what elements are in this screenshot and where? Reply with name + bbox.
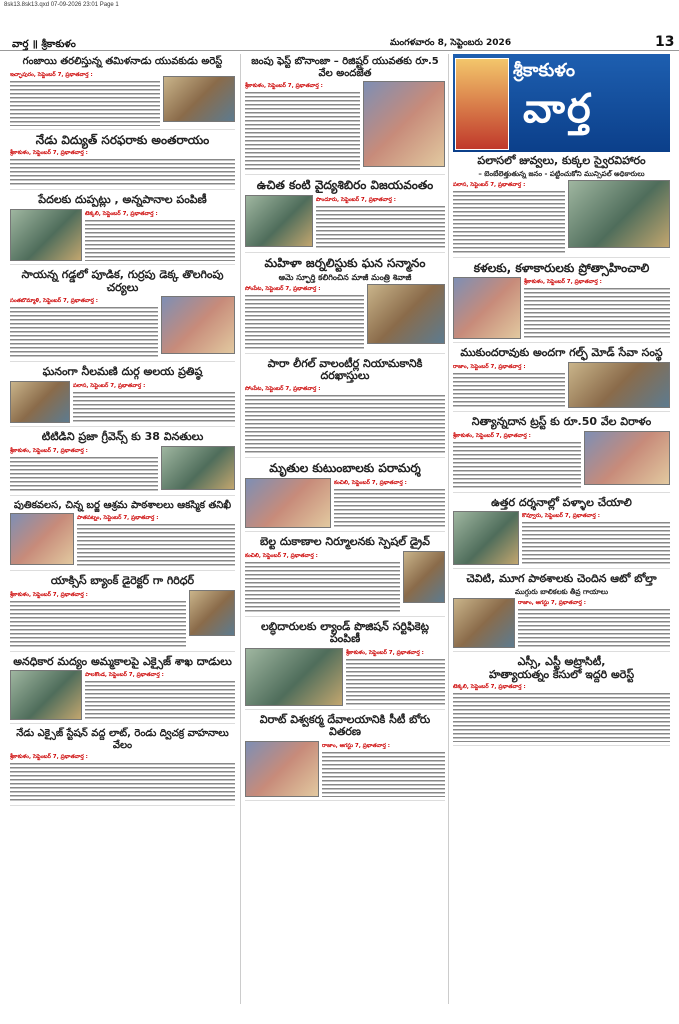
article [10,500,235,572]
article-title: టిటిడిని ప్రజా గ్రీవెన్స్ కు 38 వినతులు [41,429,204,443]
article [453,416,670,493]
article-photo [453,598,515,648]
article-title: బెల్ట దుకాణాల నిర్మూలనకు స్పెషల్ డ్రైవ్ [259,534,431,548]
article [453,347,670,412]
article-photo [245,648,343,706]
dateline: పాలకొండ, సెప్టెంబర్ 7, ప్రభాతవార్త : [85,672,164,679]
article-photo [245,478,331,528]
dateline: శ్రీకాకుళం, సెప్టెంబర్ 7, ప్రభాతవార్త : [346,649,424,656]
article-photo [161,446,235,490]
article-photo [245,195,313,247]
article-photo [10,670,82,720]
article-title: నేడు ఎక్సైజ్ స్టేషన్ వద్ద లాట్, రెండు ద్విచక్ర వాహనాలు వేలం [16,728,229,751]
dateline: సోంపేట, సెప్టెంబర్ 7, ప్రభాతవార్త : [245,386,321,393]
dateline: కంచిలి, సెప్టెంబర్ 7, ప్రభాతవార్త : [334,479,407,486]
article-photo [584,431,670,485]
article-title: మహిళా జర్నలిస్టుకు ఘన సన్మానం [264,255,426,270]
article-photo [367,284,445,344]
article [10,194,235,265]
article-title: యాక్సిస్ బ్యాంక్ డైరెక్టర్ గా గిరిధర్ [50,574,195,587]
article-title: పుతికవలస, చిన్న బర్జ ఆశ్రమ పాఠశాలలు ఆకస్మిక తనిఖీ [13,499,232,511]
article-photo [189,590,235,636]
article-title: గంజాయి తరలిస్తున్న తమిళనాడు యువకుడు అరెస్ట్ [22,56,223,67]
article-photo [363,81,445,167]
article-subtitle: ముగ్గురు బాలికలకు తీవ్ర గాయాలు [514,588,609,597]
dateline: పొందూరు, సెప్టెంబర్ 7, ప్రభాతవార్త : [316,196,396,203]
article-photo [163,76,235,122]
article-title: నిత్యాన్నదాన ట్రస్ట్ కు రూ.50 వేల విరాళం [471,415,652,429]
dateline: సంతబొమ్మాళి, సెప్టెంబర్ 7, ప్రభాతవార్త : [10,298,98,305]
dateline: శ్రీకాకుళం, సెప్టెంబర్ 7, ప్రభాతవార్త : [245,83,323,89]
masthead-logo-text: వార్త [523,86,593,132]
dateline: కొవ్వూరు, సెప్టెంబర్ 7, ప్రభాతవార్త : [522,513,600,520]
article-title: అనధికార మద్యం అమ్మకాలపై ఎక్సైజ్ శాఖ దాడులు [13,654,232,668]
dateline: రాజాం, ఆగస్టు 7, ప్రభాతవార్త : [518,600,586,607]
article-title: ఉచిత కంటి వైద్యశిబిరం విజయవంతం [256,178,434,192]
article-title: లబ్ధిదారులకు ల్యాండ్ పొజిషన్ సర్టిఫికెట్ల పంపిణీ [260,619,430,646]
article-title: పలాసలో జువ్వలు, కుక్కల స్వైరవిహారం [477,154,646,167]
article-title: పారా లీగల్ వాలంటీర్ల నియామకానికి దరఖాస్తులు [267,356,423,383]
article-photo [245,741,319,797]
dateline: రాజాం, ఆగస్టు 7, ప్రభాతవార్త : [322,743,390,750]
dateline: పలాస, సెప్టెంబర్ 7, ప్రభాతవార్త : [73,382,146,389]
section-name: వార్త ॥ శ్రీకాకుళం [12,39,76,50]
article [245,536,445,617]
article-title: ఘనంగా నీలమణి దుర్గ అలయ ప్రతిష్ఠ [42,365,203,379]
article [453,656,670,746]
dateline: టెక్కలి, సెప్టెంబర్ 7, ప్రభాతవార్త : [85,210,158,217]
article-title: కళలకు, కళాకారులకు ప్రోత్సాహించాలి [473,260,650,275]
article [245,56,445,175]
file-titlebar: 8sk13.8sk13.qxd 07-09-2026 23:01 Page 1 [4,2,119,8]
article-title: పేదలకు దుప్పట్లు , అన్నపానాల పంపిణీ [38,193,207,207]
article-photo [403,551,445,603]
article [245,714,445,801]
article-photo [568,362,670,408]
article-photo [161,296,235,354]
article [245,179,445,253]
dateline: శ్రీకాకుళం, సెప్టెంబర్ 7, ప్రభాతవార్త : [10,591,88,598]
article [10,269,235,362]
masthead-subtitle: శ్రీకాకుళం [513,60,575,81]
dateline: కంచిలి, సెప్టెంబర్ 7, ప్రభాతవార్త : [245,552,318,559]
dateline: రాజాం, సెప్టెంబర్ 7, ప్రభాతవార్త : [453,364,526,371]
article [245,462,445,532]
article-title: ఎస్సీ, ఎస్టీ అట్రాసిటీ, హత్యాయత్నం కేసులో ఇద్దరి అరెస్ట్ [488,655,635,681]
page-number: 13 [655,34,675,50]
article [245,257,445,354]
column-left [10,54,235,1004]
dateline: శ్రీకాకుళం, సెప్టెంబర్ 7, ప్రభాతవార్త : [524,279,602,286]
article [10,366,235,427]
article-photo [453,277,521,339]
masthead-temple-photo [455,58,509,150]
article-photo [453,511,519,565]
article [245,358,445,458]
column-right [448,54,670,1004]
dateline: సోంపేట, సెప్టెంబర్ 7, ప్రభాతవార్త : [245,285,321,292]
article [10,431,235,496]
dateline: శ్రీకాకుళం, సెప్టెంబర్ 7, ప్రభాతవార్త : [10,150,88,157]
article-title: మృతుల కుటుంబాలకు పరామర్శ [269,461,421,476]
dateline: శ్రీకాకుళం, సెప్టెంబర్ 7, ప్రభాతవార్త : [10,447,88,454]
article [10,728,235,806]
page-header [0,12,679,51]
dateline: శ్రీకాకుళం, సెప్టెంబర్ 7, ప్రభాతవార్త : [453,432,531,439]
dateline: టెక్కలి, సెప్టెంబర్ 7, ప్రభాతవార్త : [453,684,526,691]
article-title: సాయన్న గడ్డలో పూడిక, గుర్రపు డెక్క తొలగింపు చర్యలు [21,267,224,294]
article-title: విరాట్ విశ్వకర్మ దేవాలయానికి సీటీ బోరు వితరణ [259,712,431,739]
article-title: చెవిటి, మూగ పాఠశాలకు చెందిన ఆటో బోల్తా [466,572,657,586]
article-title: నేడు విద్యుత్ సరఫరాకు అంతరాయం [35,132,210,147]
article [10,656,235,725]
article-photo [10,209,82,261]
column-middle [240,54,445,1004]
article-title: జంపు ఫెస్ట్ బొనాంజా – రిజిష్టర్ యువతకు రూ.5 వేల అందజేత [251,56,439,79]
dateline: శ్రీకాకుళం, సెప్టెంబర్ 7, ప్రభాతవార్త : [10,754,88,761]
dateline: పాతపట్నం, సెప్టెంబర్ 7, ప్రభాతవార్త : [77,515,159,521]
article [10,575,235,652]
article-photo [568,180,670,248]
article [10,56,235,130]
article [453,262,670,344]
article [10,134,235,191]
article-title: ముకుందరావుకు అందగా గల్ఫ్ మోడ్ సేవా సంస్థ [460,346,663,360]
article-subtitle: ఆమె స్ఫూర్తి కలిగించిన మాజీ మంత్రి శివాజీ [278,272,412,282]
article [453,497,670,570]
dateline: పలాస, సెప్టెంబర్ 7, ప్రభాతవార్త : [453,181,526,188]
article-photo [10,381,70,423]
article-subtitle: – బెంబేలెత్తుతున్న జనం - పట్టించుకోని మున్సిపల్ అధికారులు [478,169,645,178]
article [453,573,670,652]
masthead [453,54,670,152]
article-photo [10,513,74,565]
article [245,621,445,710]
dateline: ఇచ్ఛాపురం, సెప్టెంబర్ 7, ప్రభాతవార్త : [10,71,93,78]
article [453,155,670,258]
article-title: ఉత్తర దర్శనాల్లో పళ్ళాల చేయాలి [491,495,632,509]
issue-date: మంగళవారం 8, సెప్టెంబరు 2026 [390,38,512,48]
